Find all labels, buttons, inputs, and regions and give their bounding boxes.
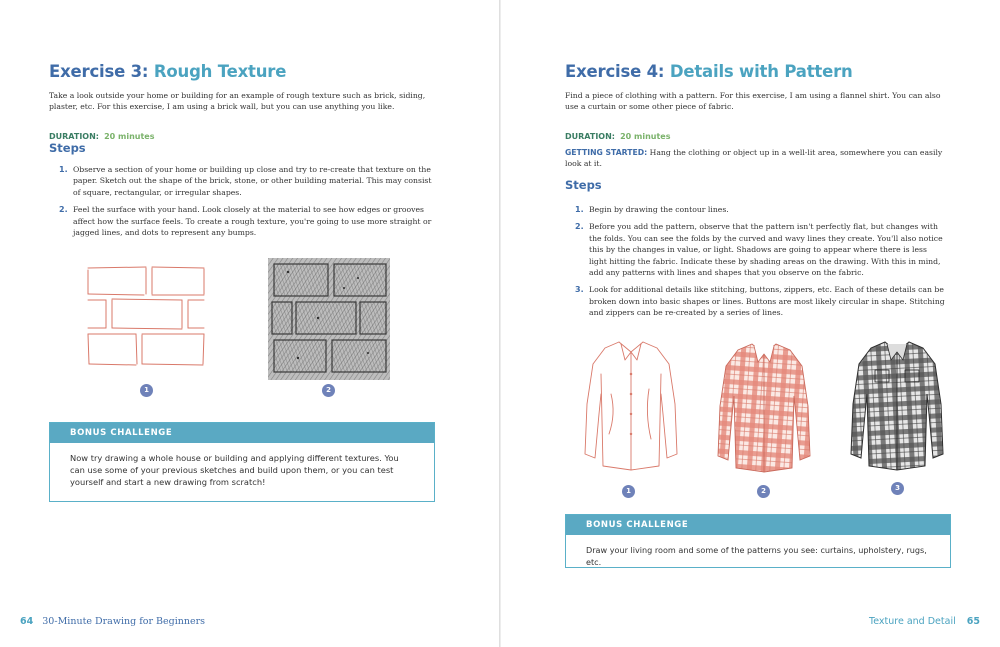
getting-started-text: Hang the clothing or object up in a well-lit area, somewhere you can easily look at it. (565, 148, 943, 169)
step-text: Feel the surface with your hand. Look closely at the material to see how edges or grooves affect how the surface feels. To create a rough texture, you're going to use more straight or jagged lines, and dots to represent any bumps. (73, 205, 432, 238)
right-page (501, 0, 1000, 647)
duration-label: DURATION: (49, 132, 99, 141)
getting-started (565, 147, 951, 170)
shirt-outline-sketch (581, 334, 681, 474)
step-number: 2. (59, 205, 68, 215)
page-number: 65 (966, 616, 980, 627)
steps-list (575, 204, 945, 325)
steps-heading: Steps (565, 178, 602, 192)
right-footer (869, 616, 980, 627)
figure-1-badge: 1 (622, 485, 635, 498)
step-number: 1. (575, 205, 584, 214)
brick-shaded-sketch (268, 258, 390, 380)
bonus-challenge-text: Now try drawing a whole house or building and applying different textures. You can use some of your previous sketches and build upon them, or you can test yourself and start a new drawing from scratch! (70, 453, 399, 488)
exercise-4-title (565, 62, 853, 81)
getting-started-label: GETTING STARTED: (565, 148, 648, 157)
steps-list (59, 164, 435, 244)
duration-label: DURATION: (565, 132, 615, 141)
chapter-title: Texture and Detail (869, 616, 956, 627)
step-item (59, 164, 435, 198)
step-number: 1. (59, 165, 68, 174)
bonus-challenge-box (565, 514, 951, 568)
step-text: Before you add the pattern, observe that the pattern isn't perfectly flat, but changes with the folds. You can see the folds by the curved and wavy lines they create. You'll also notice this by the changes in value, or light. Shadows are going to appear where there is less light hitting the fabric. Indicate these by shading areas on the drawing. With this in mind, add any patterns with lines and shapes that you observe on the fabric. (589, 222, 943, 278)
step-number: 2. (575, 222, 584, 232)
step-item (575, 221, 945, 278)
step-text: Begin by drawing the contour lines. (589, 205, 729, 214)
step-item (59, 204, 435, 238)
intro-paragraph: Take a look outside your home or building for an example of rough texture such as brick, siding, plaster, etc. For this exercise, I am using a brick wall, but you can use anything you like. (49, 91, 426, 112)
shirt-plaid-red-sketch (714, 336, 814, 476)
duration-value: 20 minutes (620, 132, 671, 141)
figure-2-badge: 2 (757, 485, 770, 498)
exercise-3-title (49, 62, 286, 81)
bonus-challenge-title: BONUS CHALLENGE (50, 423, 434, 443)
figure-1-badge: 1 (140, 384, 153, 397)
figure-2-badge: 2 (322, 384, 335, 397)
step-text: Observe a section of your home or building up close and try to re-create that texture on the paper. Sketch out the shape of the brick, stone, or other building material. This may consist of square, rectangular, or irregular shapes. (73, 165, 432, 197)
shirt-plaid-shaded-sketch (847, 334, 947, 474)
step-text: Look for additional details like stitching, buttons, zippers, etc. Each of these details can be broken down into basic shapes or lines. Buttons are most likely circular in shape. Stitching and zippers can be re-created by a series of lines. (589, 285, 945, 318)
brick-outline-sketch (86, 264, 206, 372)
left-footer (20, 616, 205, 627)
book-title: 30-Minute Drawing for Beginners (42, 616, 206, 627)
exercise-number: Exercise 3: (49, 62, 149, 81)
duration (565, 124, 671, 143)
step-number: 3. (575, 285, 584, 295)
bonus-challenge-text: Draw your living room and some of the patterns you see: curtains, upholstery, rugs, etc. (586, 545, 927, 568)
exercise-number: Exercise 4: (565, 62, 665, 81)
exercise-name: Details with Pattern (669, 62, 853, 81)
duration-value: 20 minutes (104, 132, 155, 141)
bonus-challenge-box (49, 422, 435, 502)
exercise-name: Rough Texture (153, 62, 287, 81)
page-number: 64 (20, 616, 34, 627)
intro-paragraph: Find a piece of clothing with a pattern. For this exercise, I am using a flannel shirt. You can also use a curtain or some other piece of fabric. (565, 91, 941, 112)
step-item (575, 204, 945, 215)
step-item (575, 284, 945, 318)
steps-heading: Steps (49, 141, 86, 155)
figure-3-badge: 3 (891, 482, 904, 495)
bonus-challenge-title: BONUS CHALLENGE (566, 515, 950, 535)
